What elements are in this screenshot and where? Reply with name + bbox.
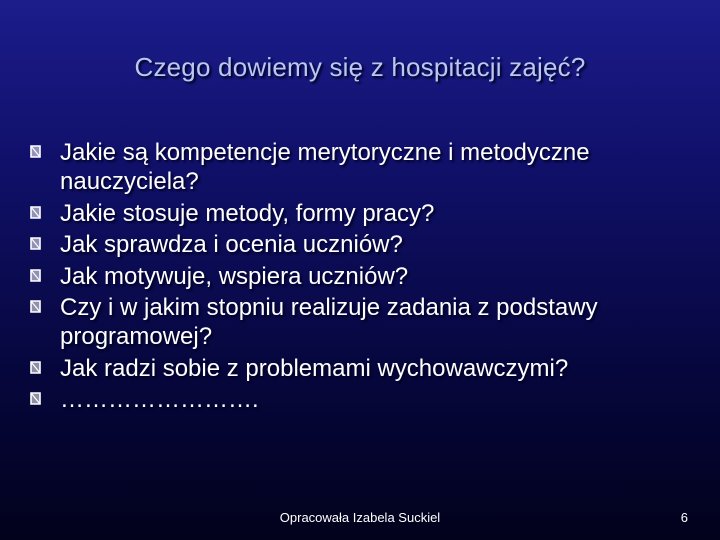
bullet-text: Jak sprawdza i ocenia uczniów?: [60, 231, 403, 258]
footer-author: Opracowała Izabela Suckiel: [279, 510, 441, 525]
bullet-text: Jakie są kompetencje merytoryczne i metodyczne nauczyciela?: [60, 139, 590, 195]
bullet-item: [30, 230, 710, 259]
bullet-item: [30, 354, 710, 383]
bullet-text: Jak radzi sobie z problemami wychowawczymi?: [60, 354, 569, 382]
bullet-text: …………………….: [60, 386, 259, 413]
square-bullet-icon: [30, 300, 42, 312]
bullet-item: [30, 262, 710, 291]
page-number: 6: [680, 510, 688, 525]
square-bullet-icon: [30, 361, 42, 373]
bullet-item: [30, 385, 710, 414]
bullet-text: Czy i w jakim stopniu realizuje zadania z podstawy programowej?: [60, 294, 598, 350]
square-bullet-icon: [30, 237, 42, 249]
bullet-text: Jak motywuje, wspiera uczniów?: [60, 262, 409, 290]
bullet-item: [30, 199, 710, 228]
slide-title: Czego dowiemy się z hospitacji zajęć?: [134, 52, 586, 82]
square-bullet-icon: [30, 145, 42, 157]
bullet-list: [30, 138, 710, 417]
bullet-text: Jakie stosuje metody, formy pracy?: [60, 199, 435, 227]
bullet-item: [30, 293, 710, 351]
square-bullet-icon: [30, 206, 42, 218]
square-bullet-icon: [30, 392, 42, 404]
bullet-item: [30, 138, 710, 196]
square-bullet-icon: [30, 269, 42, 281]
